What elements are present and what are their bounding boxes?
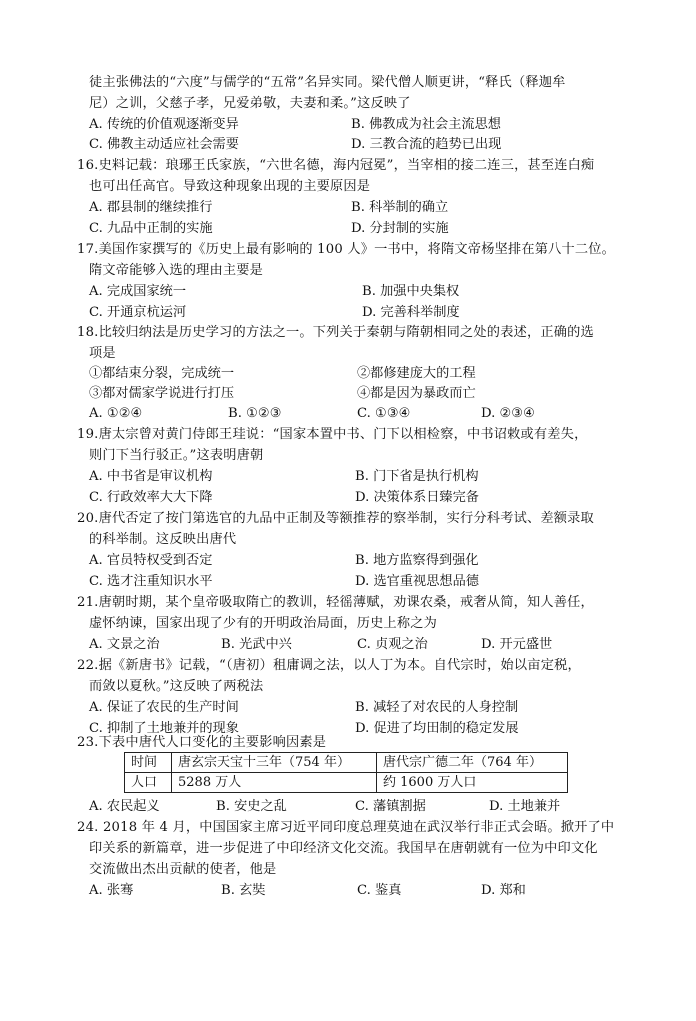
q18-statement-3: ③都对儒家学说进行打压 xyxy=(89,386,235,401)
q18-statement-1: ①都结束分裂，完成统一 xyxy=(89,366,235,381)
table-header-row xyxy=(125,753,568,773)
q21-option-b: B. 光武中兴 xyxy=(221,637,292,652)
q19-option-c: C. 行政效率大大下降 xyxy=(89,490,213,505)
q24-option-b: B. 玄奘 xyxy=(221,883,266,898)
q18-stem-line-1: 18.比较归纳法是历史学习的方法之一。下列关于秦朝与隋朝相同之处的表述，正确的选 xyxy=(77,325,594,340)
q20-stem-line-1: 20.唐代否定了按门第选官的九品中正制及等额推荐的察举制，实行分科考试、差额录取 xyxy=(77,511,594,526)
q16-option-b: B. 科举制的确立 xyxy=(351,200,449,215)
q23-option-b: B. 安史之乱 xyxy=(216,799,287,814)
q22-stem-line-2: 而敛以夏秋。”这反映了两税法 xyxy=(89,679,264,694)
q17-stem-line-1: 17.美国作家撰写的《历史上最有影响的 100 人》一书中，将隋文帝杨坚排在第八十二位。 xyxy=(77,242,616,257)
q21-stem-line-1: 21.唐朝时期，某个皇帝吸取隋亡的教训，轻徭薄赋，劝课农桑，戒奢从简，知人善任， xyxy=(77,595,594,610)
q24-option-c: C. 鉴真 xyxy=(357,883,402,898)
q22-option-d: D. 促进了均田制的稳定发展 xyxy=(355,721,519,736)
q18-option-b: B. ①②③ xyxy=(228,406,282,421)
q21-option-a: A. 文景之治 xyxy=(89,637,160,652)
q24-stem-line-1: 24. 2018 年 4 月，中国国家主席习近平同印度总理莫迪在武汉举行非正式会晤。掀开了中 xyxy=(77,820,615,835)
q18-stem-line-2: 项是 xyxy=(89,346,116,361)
q24-stem-line-3: 交流做出杰出贡献的使者，他是 xyxy=(89,862,277,877)
q20-option-d: D. 选官重视思想品德 xyxy=(355,574,479,589)
q21-option-d: D. 开元盛世 xyxy=(481,637,553,652)
q16-option-d: D. 分封制的实施 xyxy=(351,221,449,236)
q18-statement-4: ④都是因为暴政而亡 xyxy=(357,386,476,401)
table-cell: 人口 xyxy=(125,773,172,793)
q17-option-a: A. 完成国家统一 xyxy=(89,284,187,299)
q17-option-d: D. 完善科举制度 xyxy=(362,305,460,320)
q24-option-d: D. 郑和 xyxy=(481,883,526,898)
q20-stem-line-2: 的科举制。这反映出唐代 xyxy=(89,532,237,547)
q15-option-d: D. 三教合流的趋势已出现 xyxy=(351,137,502,152)
q15-option-b: B. 佛教成为社会主流思想 xyxy=(351,117,501,132)
q19-option-a: A. 中书省是审议机构 xyxy=(89,469,213,484)
table-header-cell: 唐玄宗天宝十三年（754 年） xyxy=(172,753,377,773)
q20-option-a: A. 官员特权受到否定 xyxy=(89,553,213,568)
q18-statement-2: ②都修建庞大的工程 xyxy=(357,366,476,381)
q15-stem-line-1: 徒主张佛法的“六度”与儒学的“五常”名异实同。梁代僧人顺更讲，“释氏（释迦牟 xyxy=(89,75,566,90)
q22-stem-line-1: 22.据《新唐书》记载，“（唐初）租庸调之法，以人丁为本。自代宗时，始以亩定税， xyxy=(77,658,581,673)
q24-stem-line-2: 印关系的新篇章，进一步促进了中印经济文化交流。我国早在唐朝就有一位为中印文化 xyxy=(89,841,598,856)
population-table xyxy=(124,752,568,793)
q19-stem-line-1: 19.唐太宗曾对黄门侍郎王珪说：“国家本置中书、门下以相检察，中书诏敕或有差失， xyxy=(77,427,588,442)
table-header-cell: 时间 xyxy=(125,753,172,773)
q22-option-b: B. 减轻了对农民的人身控制 xyxy=(355,700,519,715)
q16-stem-line-1: 16.史料记载：琅琊王氏家族，“六世名德，海内冠冕”，当宰相的接二连三，甚至连白痴 xyxy=(77,158,595,173)
q18-option-c: C. ①③④ xyxy=(357,406,411,421)
q24-option-a: A. 张骞 xyxy=(89,883,134,898)
q23-option-d: D. 土地兼并 xyxy=(489,799,561,814)
q19-stem-line-2: 则门下当行驳正。”这表明唐朝 xyxy=(89,448,264,463)
q15-option-c: C. 佛教主动适应社会需要 xyxy=(89,137,239,152)
table-row xyxy=(125,773,568,793)
table-cell: 5288 万人 xyxy=(172,773,377,793)
q19-option-b: B. 门下省是执行机构 xyxy=(355,469,479,484)
q16-stem-line-2: 也可出任高官。导致这种现象出现的主要原因是 xyxy=(89,179,371,194)
q15-stem-line-2: 尼）之训，父慈子孝，兄爱弟敬，夫妻和柔。”这反映了 xyxy=(89,96,411,111)
q22-option-a: A. 保证了农民的生产时间 xyxy=(89,700,239,715)
table-header-cell: 唐代宗广德二年（764 年） xyxy=(377,753,568,773)
q17-option-b: B. 加强中央集权 xyxy=(362,284,460,299)
q15-option-a: A. 传统的价值观逐渐变异 xyxy=(89,117,239,132)
table-cell: 约 1600 万人口 xyxy=(377,773,568,793)
q18-option-a: A. ①②④ xyxy=(89,406,143,421)
q23-option-a: A. 农民起义 xyxy=(89,799,160,814)
q21-stem-line-2: 虚怀纳谏，国家出现了少有的开明政治局面，历史上称之为 xyxy=(89,616,438,631)
q19-option-d: D. 决策体系日臻完备 xyxy=(355,490,479,505)
q23-stem-line-1: 23.下表中唐代人口变化的主要影响因素是 xyxy=(77,735,327,750)
q18-option-d: D. ②③④ xyxy=(481,406,535,421)
q16-option-a: A. 郡县制的继续推行 xyxy=(89,200,213,215)
q17-stem-line-2: 隋文帝能够入选的理由主要是 xyxy=(89,263,264,278)
q23-option-c: C. 藩镇割据 xyxy=(355,799,426,814)
q20-option-c: C. 选才注重知识水平 xyxy=(89,574,213,589)
q21-option-c: C. 贞观之治 xyxy=(357,637,428,652)
q20-option-b: B. 地方监察得到强化 xyxy=(355,553,479,568)
q17-option-c: C. 开通京杭运河 xyxy=(89,305,187,320)
q16-option-c: C. 九品中正制的实施 xyxy=(89,221,213,236)
q22-option-c: C. 抑制了土地兼并的现象 xyxy=(89,721,239,736)
